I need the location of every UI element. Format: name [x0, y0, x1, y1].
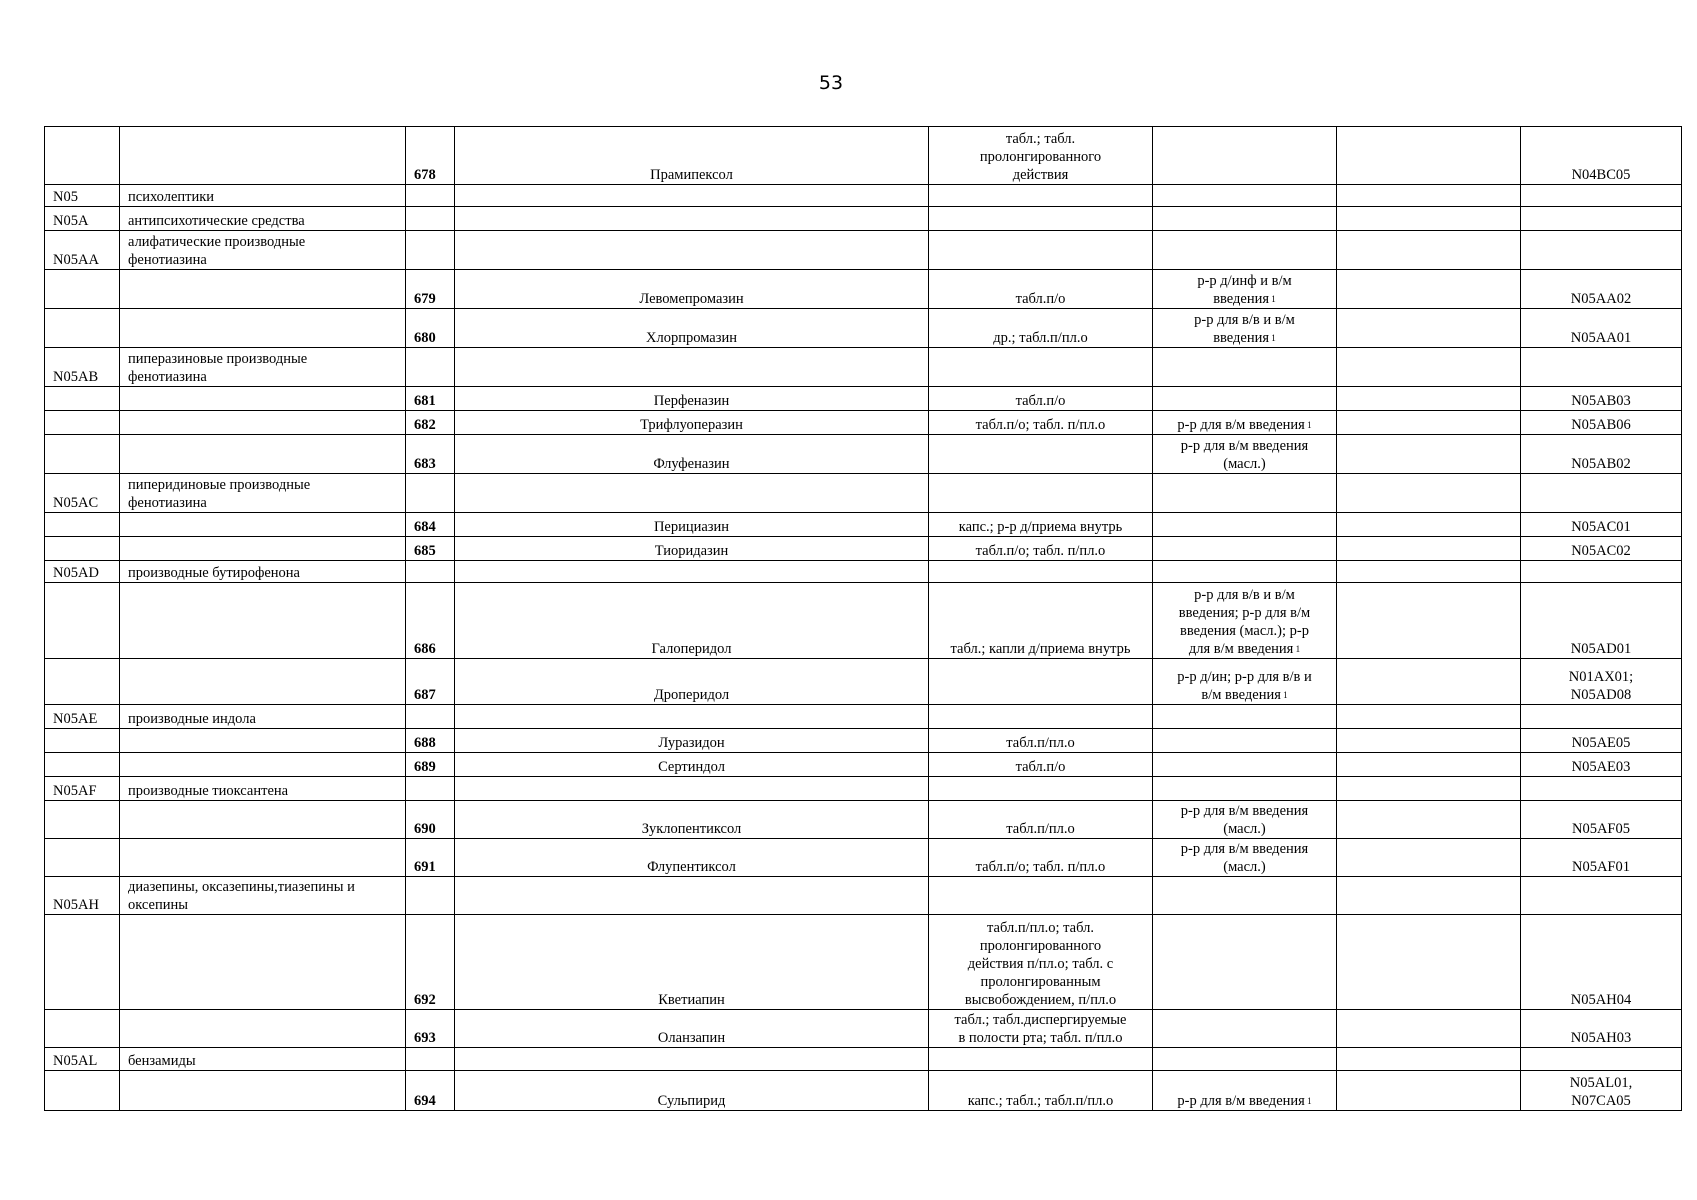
drug-name-cell: Прамипексол [455, 127, 929, 185]
table-row [45, 474, 1682, 513]
dosage-form-cell [929, 659, 1153, 705]
item-number-cell: 685 [406, 537, 455, 561]
atc-group-name-cell [120, 127, 406, 185]
atc-group-code-cell: N05AE [45, 705, 120, 729]
drug-name-cell: Зуклопентиксол [455, 801, 929, 839]
drug-name-cell [455, 474, 929, 513]
dosage-form-cell: табл.п/о [929, 387, 1153, 411]
footnote-marker: 1 [1293, 644, 1301, 654]
atc-code-cell: N05AB06 [1521, 411, 1682, 435]
atc-code-cell: N05AD01 [1521, 583, 1682, 659]
note-cell [1337, 270, 1521, 309]
drug-name-cell: Луразидон [455, 729, 929, 753]
atc-code-cell [1521, 185, 1682, 207]
drug-name-cell: Дроперидол [455, 659, 929, 705]
drug-name-cell: Хлорпромазин [455, 309, 929, 348]
atc-code-cell [1521, 231, 1682, 270]
atc-code-cell [1521, 207, 1682, 231]
dosage-form-cell: табл.п/пл.о [929, 801, 1153, 839]
atc-code-cell: N05AC02 [1521, 537, 1682, 561]
table-row [45, 185, 1682, 207]
injection-form-cell: р-р д/ин; р-р для в/в и в/м введения $^1$ [1153, 659, 1337, 705]
dosage-form-cell: табл.; табл. пролонгированного действия [929, 127, 1153, 185]
item-number-cell: 684 [406, 513, 455, 537]
atc-group-code-cell: N05AD [45, 561, 120, 583]
note-cell [1337, 231, 1521, 270]
table-row [45, 877, 1682, 915]
item-number-cell [406, 705, 455, 729]
atc-group-name-cell [120, 583, 406, 659]
item-number-cell: 681 [406, 387, 455, 411]
drug-name-cell: Галоперидол [455, 583, 929, 659]
atc-code-cell: N05AE03 [1521, 753, 1682, 777]
drug-name-cell: Тиоридазин [455, 537, 929, 561]
table-row [45, 729, 1682, 753]
note-cell [1337, 435, 1521, 474]
page-number: 53 [818, 72, 844, 94]
atc-group-name-cell: диазепины, оксазепины,тиазепины и оксепины [120, 877, 406, 915]
note-cell [1337, 583, 1521, 659]
atc-group-name-cell: производные индола [120, 705, 406, 729]
drug-name-cell [455, 705, 929, 729]
note-cell [1337, 839, 1521, 877]
table-row [45, 561, 1682, 583]
item-number-cell [406, 207, 455, 231]
atc-group-code-cell: N05AC [45, 474, 120, 513]
atc-group-code-cell [45, 513, 120, 537]
footnote-marker: 1 [1280, 690, 1288, 700]
atc-group-name-cell [120, 801, 406, 839]
dosage-form-cell: табл.; табл.диспергируемые в полости рта; табл. п/пл.о [929, 1010, 1153, 1048]
dosage-form-cell [929, 435, 1153, 474]
table-row [45, 839, 1682, 877]
injection-form-cell [1153, 474, 1337, 513]
note-cell [1337, 561, 1521, 583]
table-row [45, 411, 1682, 435]
note-cell [1337, 659, 1521, 705]
atc-code-cell: N05AA01 [1521, 309, 1682, 348]
dosage-form-cell: табл.п/о [929, 270, 1153, 309]
drug-name-cell: Левомепромазин [455, 270, 929, 309]
injection-form-cell [1153, 537, 1337, 561]
atc-group-name-cell [120, 659, 406, 705]
drug-name-cell [455, 231, 929, 270]
item-number-cell [406, 877, 455, 915]
atc-group-code-cell [45, 537, 120, 561]
table-row [45, 207, 1682, 231]
atc-group-name-cell [120, 411, 406, 435]
dosage-form-cell [929, 231, 1153, 270]
atc-group-code-cell: N05AA [45, 231, 120, 270]
drug-name-cell: Трифлуоперазин [455, 411, 929, 435]
atc-code-cell: N05AB02 [1521, 435, 1682, 474]
item-number-cell: 693 [406, 1010, 455, 1048]
atc-code-cell: N01AX01; N05AD08 [1521, 659, 1682, 705]
dosage-form-cell [929, 1048, 1153, 1071]
note-cell [1337, 185, 1521, 207]
injection-form-cell: р-р д/инф и в/м введения $^1$ [1153, 270, 1337, 309]
atc-code-cell: N05AB03 [1521, 387, 1682, 411]
item-number-cell: 680 [406, 309, 455, 348]
note-cell [1337, 915, 1521, 1010]
item-number-cell [406, 474, 455, 513]
table-row [45, 127, 1682, 185]
note-cell [1337, 1010, 1521, 1048]
note-cell [1337, 127, 1521, 185]
drug-name-cell [455, 185, 929, 207]
drug-list-body [45, 127, 1682, 1111]
atc-code-cell: N04BC05 [1521, 127, 1682, 185]
dosage-form-cell: табл.п/о [929, 753, 1153, 777]
note-cell [1337, 411, 1521, 435]
atc-group-name-cell: пиперидиновые производные фенотиазина [120, 474, 406, 513]
atc-group-name-cell: антипсихотические средства [120, 207, 406, 231]
atc-code-cell [1521, 1048, 1682, 1071]
atc-group-name-cell: алифатические производные фенотиазина [120, 231, 406, 270]
injection-form-cell: р-р для в/м введения (масл.) [1153, 435, 1337, 474]
atc-group-name-cell [120, 729, 406, 753]
dosage-form-cell: капс.; табл.; табл.п/пл.о [929, 1071, 1153, 1111]
table-row [45, 348, 1682, 387]
item-number-cell: 687 [406, 659, 455, 705]
dosage-form-cell: табл.п/пл.о [929, 729, 1153, 753]
atc-code-cell: N05AH04 [1521, 915, 1682, 1010]
injection-form-cell [1153, 777, 1337, 801]
injection-form-cell [1153, 513, 1337, 537]
atc-group-code-cell [45, 435, 120, 474]
table-row [45, 1071, 1682, 1111]
note-cell [1337, 474, 1521, 513]
drug-name-cell [455, 561, 929, 583]
atc-group-name-cell: бензамиды [120, 1048, 406, 1071]
atc-code-cell: N05AF05 [1521, 801, 1682, 839]
dosage-form-cell: капс.; р-р д/приема внутрь [929, 513, 1153, 537]
item-number-cell: 691 [406, 839, 455, 877]
drug-name-cell: Сульпирид [455, 1071, 929, 1111]
drug-name-cell: Перициазин [455, 513, 929, 537]
note-cell [1337, 729, 1521, 753]
atc-group-code-cell [45, 127, 120, 185]
table-row [45, 1048, 1682, 1071]
injection-form-cell [1153, 729, 1337, 753]
drug-name-cell [455, 207, 929, 231]
injection-form-cell [1153, 185, 1337, 207]
dosage-form-cell [929, 705, 1153, 729]
atc-code-cell: N05AA02 [1521, 270, 1682, 309]
drug-name-cell: Оланзапин [455, 1010, 929, 1048]
injection-form-cell [1153, 877, 1337, 915]
atc-group-code-cell [45, 387, 120, 411]
footnote-marker: 1 [1304, 1096, 1312, 1106]
table-row [45, 231, 1682, 270]
atc-group-code-cell: N05 [45, 185, 120, 207]
atc-group-name-cell: психолептики [120, 185, 406, 207]
atc-group-code-cell: N05AF [45, 777, 120, 801]
atc-group-code-cell [45, 753, 120, 777]
atc-code-cell [1521, 348, 1682, 387]
item-number-cell: 689 [406, 753, 455, 777]
atc-group-code-cell [45, 583, 120, 659]
table-row [45, 777, 1682, 801]
atc-group-name-cell [120, 513, 406, 537]
table-row [45, 435, 1682, 474]
item-number-cell [406, 561, 455, 583]
note-cell [1337, 537, 1521, 561]
atc-group-code-cell [45, 309, 120, 348]
injection-form-cell [1153, 705, 1337, 729]
drug-name-cell [455, 1048, 929, 1071]
atc-code-cell: N05AC01 [1521, 513, 1682, 537]
atc-code-cell: N05AL01, N07CA05 [1521, 1071, 1682, 1111]
atc-code-cell [1521, 877, 1682, 915]
injection-form-cell [1153, 207, 1337, 231]
note-cell [1337, 1048, 1521, 1071]
dosage-form-cell [929, 348, 1153, 387]
atc-code-cell [1521, 474, 1682, 513]
injection-form-cell: р-р для в/м введения $^1$ [1153, 411, 1337, 435]
atc-group-name-cell [120, 387, 406, 411]
atc-group-code-cell [45, 915, 120, 1010]
dosage-form-cell [929, 561, 1153, 583]
atc-group-name-cell [120, 1010, 406, 1048]
atc-group-name-cell [120, 270, 406, 309]
note-cell [1337, 387, 1521, 411]
injection-form-cell: р-р для в/в и в/м введения $^1$ [1153, 309, 1337, 348]
dosage-form-cell: табл.п/пл.о; табл. пролонгированного действия п/пл.о; табл. с пролонгированным высвобождением, п/пл.о [929, 915, 1153, 1010]
atc-code-cell: N05AF01 [1521, 839, 1682, 877]
item-number-cell [406, 1048, 455, 1071]
item-number-cell: 682 [406, 411, 455, 435]
table-row [45, 1010, 1682, 1048]
atc-group-name-cell: производные тиоксантена [120, 777, 406, 801]
note-cell [1337, 1071, 1521, 1111]
note-cell [1337, 801, 1521, 839]
injection-form-cell [1153, 127, 1337, 185]
dosage-form-cell [929, 877, 1153, 915]
drug-name-cell [455, 348, 929, 387]
injection-form-cell: р-р для в/м введения $^1$ [1153, 1071, 1337, 1111]
drug-name-cell: Сертиндол [455, 753, 929, 777]
atc-group-name-cell [120, 839, 406, 877]
injection-form-cell [1153, 231, 1337, 270]
injection-form-cell [1153, 753, 1337, 777]
table-row [45, 753, 1682, 777]
note-cell [1337, 705, 1521, 729]
table-row [45, 583, 1682, 659]
atc-group-code-cell [45, 1010, 120, 1048]
injection-form-cell [1153, 1048, 1337, 1071]
atc-group-code-cell [45, 729, 120, 753]
atc-group-code-cell [45, 270, 120, 309]
item-number-cell [406, 231, 455, 270]
dosage-form-cell: табл.; капли д/приема внутрь [929, 583, 1153, 659]
injection-form-cell: р-р для в/м введения (масл.) [1153, 801, 1337, 839]
injection-form-cell [1153, 1010, 1337, 1048]
drug-name-cell [455, 877, 929, 915]
item-number-cell [406, 185, 455, 207]
atc-group-name-cell [120, 537, 406, 561]
injection-form-cell: р-р для в/в и в/м введения; р-р для в/м введения (масл.); р-р для в/м введения $^1$ [1153, 583, 1337, 659]
injection-form-cell: р-р для в/м введения (масл.) [1153, 839, 1337, 877]
note-cell [1337, 309, 1521, 348]
atc-group-name-cell [120, 915, 406, 1010]
table-row [45, 513, 1682, 537]
dosage-form-cell: табл.п/о; табл. п/пл.о [929, 411, 1153, 435]
dosage-form-cell: табл.п/о; табл. п/пл.о [929, 839, 1153, 877]
atc-group-code-cell: N05A [45, 207, 120, 231]
table-row [45, 387, 1682, 411]
table-row [45, 915, 1682, 1010]
dosage-form-cell [929, 777, 1153, 801]
note-cell [1337, 348, 1521, 387]
dosage-form-cell: табл.п/о; табл. п/пл.о [929, 537, 1153, 561]
footnote-marker: 1 [1304, 420, 1312, 430]
atc-code-cell [1521, 777, 1682, 801]
drug-name-cell: Флупентиксол [455, 839, 929, 877]
atc-group-code-cell [45, 1071, 120, 1111]
dosage-form-cell: др.; табл.п/пл.о [929, 309, 1153, 348]
dosage-form-cell [929, 474, 1153, 513]
item-number-cell: 678 [406, 127, 455, 185]
item-number-cell: 694 [406, 1071, 455, 1111]
item-number-cell: 686 [406, 583, 455, 659]
note-cell [1337, 207, 1521, 231]
note-cell [1337, 877, 1521, 915]
drug-name-cell: Флуфеназин [455, 435, 929, 474]
atc-group-code-cell [45, 411, 120, 435]
atc-group-code-cell: N05AB [45, 348, 120, 387]
table-row [45, 705, 1682, 729]
item-number-cell [406, 777, 455, 801]
table-row [45, 309, 1682, 348]
table-row [45, 801, 1682, 839]
item-number-cell: 688 [406, 729, 455, 753]
atc-group-name-cell: пиперазиновые производные фенотиазина [120, 348, 406, 387]
injection-form-cell [1153, 561, 1337, 583]
drug-name-cell: Кветиапин [455, 915, 929, 1010]
item-number-cell: 683 [406, 435, 455, 474]
item-number-cell: 690 [406, 801, 455, 839]
atc-code-cell: N05AE05 [1521, 729, 1682, 753]
atc-code-cell [1521, 561, 1682, 583]
table-row [45, 537, 1682, 561]
drug-name-cell: Перфеназин [455, 387, 929, 411]
atc-group-name-cell: производные бутирофенона [120, 561, 406, 583]
item-number-cell: 692 [406, 915, 455, 1010]
footnote-marker: 1 [1269, 333, 1276, 343]
atc-code-cell [1521, 705, 1682, 729]
table-row [45, 270, 1682, 309]
atc-group-name-cell [120, 753, 406, 777]
item-number-cell: 679 [406, 270, 455, 309]
note-cell [1337, 753, 1521, 777]
atc-group-code-cell [45, 659, 120, 705]
item-number-cell [406, 348, 455, 387]
footnote-marker: 1 [1269, 294, 1276, 304]
atc-group-name-cell [120, 309, 406, 348]
atc-group-code-cell [45, 839, 120, 877]
note-cell [1337, 777, 1521, 801]
dosage-form-cell [929, 185, 1153, 207]
dosage-form-cell [929, 207, 1153, 231]
atc-group-code-cell: N05AL [45, 1048, 120, 1071]
atc-code-cell: N05AH03 [1521, 1010, 1682, 1048]
injection-form-cell [1153, 348, 1337, 387]
table-row [45, 659, 1682, 705]
injection-form-cell [1153, 387, 1337, 411]
atc-group-name-cell [120, 435, 406, 474]
atc-group-code-cell: N05AH [45, 877, 120, 915]
note-cell [1337, 513, 1521, 537]
atc-group-code-cell [45, 801, 120, 839]
drug-list-table [44, 126, 1682, 1111]
atc-group-name-cell [120, 1071, 406, 1111]
drug-name-cell [455, 777, 929, 801]
injection-form-cell [1153, 915, 1337, 1010]
